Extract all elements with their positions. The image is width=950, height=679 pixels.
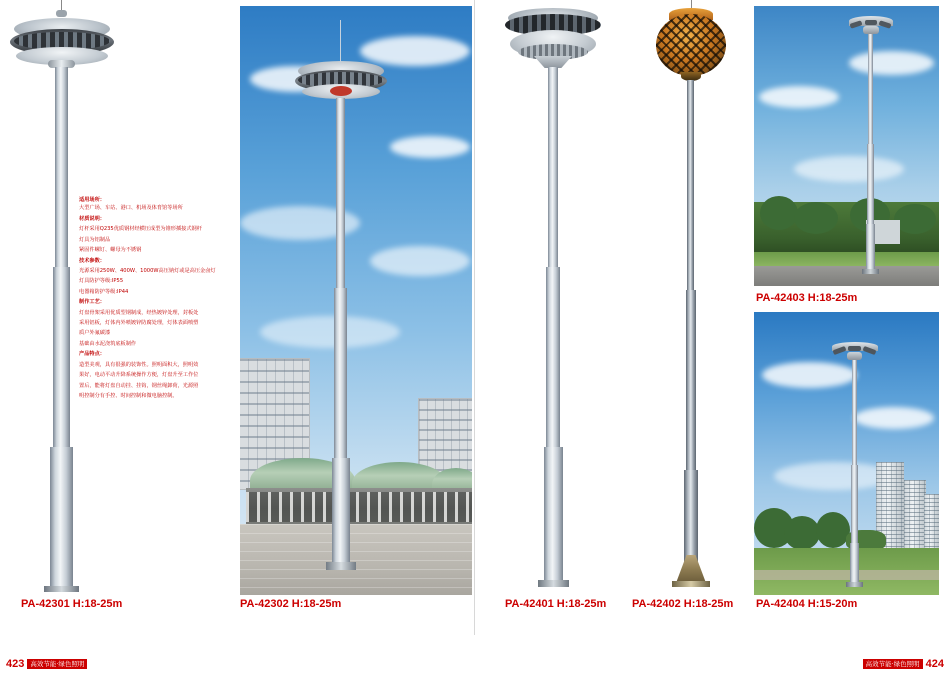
lamp-pole-mid	[334, 288, 347, 458]
spec-tech-heading: 技术参数：	[79, 257, 105, 264]
lamp-pole-base-plate	[672, 581, 710, 587]
cloud-shape	[390, 136, 470, 158]
lamp-hanger-knob	[56, 10, 67, 17]
lantern-filigree-pattern	[656, 14, 726, 76]
lamp-head-floodlight-2	[848, 346, 861, 351]
spec-feature-line-3: 置后，能将灯盘自动挂、挂钩，钢丝绳卸荷，光源照	[79, 382, 199, 389]
tree-crown	[894, 204, 936, 234]
spec-material-line-3: 紧固件螺钉、螺母为不锈钢	[79, 247, 142, 254]
cloud-shape	[260, 316, 400, 348]
footer-tagline-left: 高效节能·绿色照明	[27, 659, 87, 669]
product-image-pa-42402	[636, 0, 746, 595]
lamp-pole-mid	[867, 144, 874, 224]
cloud-shape	[794, 156, 904, 182]
spec-tech-line-3: 电器箱防护等级:IP44	[79, 288, 129, 295]
lamp-pole-upper	[336, 98, 345, 288]
spec-feature-line-2: 果好，电动平动升降系统操作方便，灯盘升至工作位	[79, 372, 199, 379]
footer-left	[6, 657, 87, 671]
lamp-pole-mid	[851, 465, 858, 543]
cloud-shape	[854, 407, 934, 429]
lamp-pole-lower	[850, 543, 859, 585]
lamp-pole-mid	[546, 267, 560, 447]
product-image-pa-42404	[754, 312, 939, 595]
product-image-pa-42401	[496, 0, 616, 595]
product-image-pa-42403	[754, 6, 939, 286]
cloud-shape	[360, 36, 470, 66]
spec-applicable-text: 大型广场、车站、港口、机场及体育馆等场所	[79, 205, 183, 212]
lamp-pole-upper	[687, 80, 694, 290]
lamp-pole-mid	[53, 267, 70, 447]
cloud-shape	[759, 86, 839, 108]
lamp-pole-mast-top-wire	[340, 20, 341, 62]
lamp-pole-base	[846, 582, 863, 587]
lamp-pole-upper	[868, 34, 873, 144]
tree-crown	[760, 196, 798, 230]
lamp-head-hub	[847, 352, 862, 360]
spec-process-heading: 制作工艺：	[79, 299, 105, 306]
tree-crown	[794, 202, 838, 234]
stadium-colonnade	[246, 492, 472, 522]
lamp-pole-lower	[332, 458, 350, 566]
lamp-pole-base	[44, 586, 79, 592]
lamp-pole-mid	[686, 290, 696, 470]
cloud-shape	[370, 246, 470, 276]
tree-crown	[784, 516, 820, 550]
spec-process-line-2: 采用铝板，灯体内外喷镀锌防腐处理，灯体表面喷塑	[79, 320, 199, 327]
lamp-pole-lower	[544, 447, 563, 582]
lamp-pole-base	[326, 562, 356, 570]
lawn-path	[754, 570, 939, 580]
spec-applicable-heading: 适用场所：	[79, 197, 105, 203]
lamp-pole-upper	[548, 67, 558, 267]
spec-material-line-2: 灯具为铝制品	[79, 236, 111, 243]
caption-pa-42401: PA-42401 H:18-25m	[505, 598, 607, 610]
lamp-pole-lower	[684, 470, 698, 565]
high-rise-building-2	[904, 480, 926, 552]
building-window-grid	[924, 494, 939, 552]
caption-pa-42403: PA-42403 H:18-25m	[756, 292, 858, 304]
lamp-pole-upper	[852, 360, 857, 465]
spec-process-line-4: 基础由水泥浇筑底板制作	[79, 340, 137, 347]
spec-tech-line-2: 灯具防护等级:IP55	[79, 278, 124, 285]
page-gutter-divider	[474, 0, 475, 635]
roadway	[754, 266, 939, 286]
page-number-right: 424	[925, 658, 944, 670]
page-number-left: 423	[6, 658, 25, 670]
lamp-pole-lower	[50, 447, 73, 587]
cloud-shape	[849, 51, 934, 75]
caption-pa-42402: PA-42402 H:18-25m	[632, 598, 734, 610]
lamp-pole-base	[862, 269, 879, 274]
spec-feature-heading: 产品特点：	[79, 351, 105, 358]
lamp-pole-upper	[55, 67, 68, 267]
spec-material-line-1: 灯杆采用Q235优质钢材经横压成型为锥形插接式钢杆	[79, 226, 202, 233]
plaza-paving-lines	[240, 524, 472, 595]
lamp-head-hub	[863, 26, 879, 34]
lamp-head-floodlight-2	[865, 20, 877, 25]
caption-pa-42302: PA-42302 H:18-25m	[240, 598, 342, 610]
footer-right	[863, 657, 944, 671]
lamp-pole-base	[538, 580, 569, 587]
spec-feature-line-4: 明控制分有手控、时间控制和微电脑控制。	[79, 393, 178, 400]
lamp-pole-decorative-base	[676, 555, 706, 583]
cloud-shape	[762, 362, 857, 388]
lamp-pole-lower	[866, 224, 875, 272]
product-image-pa-42302	[240, 6, 472, 595]
spec-feature-line-1: 造型美观，具有很强的装饰性。照明面积大，照明效	[79, 361, 199, 368]
tree-crown	[816, 512, 850, 548]
footer-tagline-right: 高效节能·绿色照明	[863, 659, 923, 669]
caption-pa-42404: PA-42404 H:15-20m	[756, 598, 858, 610]
spec-process-line-3: 质户外氟碳漆	[79, 330, 111, 337]
caption-pa-42301: PA-42301 H:18-25m	[21, 598, 123, 610]
specification-text-block	[79, 196, 224, 402]
spec-process-line-1: 灯盘骨架采用优质型钢制成，经热镀锌处理，封板处	[79, 309, 199, 316]
building-window-grid	[904, 480, 926, 552]
lamp-head-red-center	[330, 86, 352, 96]
spec-material-heading: 材质说明：	[79, 215, 105, 222]
spec-tech-line-1: 光源采用250W、400W、1000W高压钠灯或是高压金卤灯	[79, 267, 216, 274]
high-rise-building-3	[924, 494, 939, 552]
